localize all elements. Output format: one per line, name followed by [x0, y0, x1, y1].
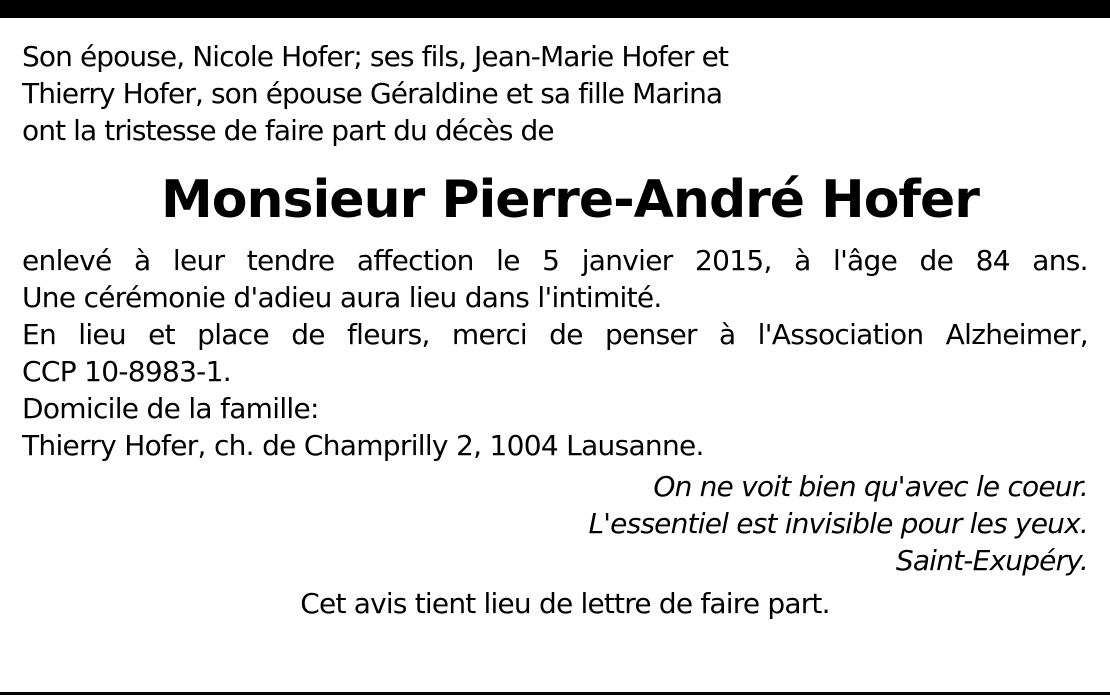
quotation — [22, 468, 1088, 579]
word: ans. — [1032, 244, 1088, 277]
quote-author: Saint-Exupéry. — [895, 544, 1088, 577]
word: à — [719, 318, 736, 351]
word: 84 — [975, 244, 1010, 277]
word: penser — [604, 318, 697, 351]
quote-line-1: On ne voit bien qu'avec le coeur. — [653, 470, 1088, 503]
body-line-6: Thierry Hofer, ch. de Champrilly 2, 1004 Lausanne. — [22, 429, 704, 462]
word: enlevé — [22, 244, 112, 277]
word: leur — [172, 244, 225, 277]
body-line-4: CCP 10-8983-1. — [22, 355, 231, 388]
word: merci — [451, 318, 527, 351]
body-line-5: Domicile de la famille: — [22, 392, 319, 425]
top-border-rule — [0, 0, 1110, 18]
word: En — [22, 318, 57, 351]
intro-line-3: ont la tristesse de faire part du décès de — [22, 114, 554, 147]
death-notice — [22, 38, 1088, 622]
word: de — [549, 318, 583, 351]
intro-line-1: Son épouse, Nicole Hofer; ses fils, Jean-Marie Hofer et — [22, 40, 729, 73]
word: l'âge — [832, 244, 898, 277]
word: place — [197, 318, 269, 351]
closing-note: Cet avis tient lieu de lettre de faire part. — [300, 587, 830, 620]
word: affection — [356, 244, 474, 277]
word: janvier — [581, 244, 673, 277]
word: de — [291, 318, 325, 351]
word: 5 — [542, 244, 560, 277]
word: et — [148, 318, 175, 351]
word: le — [496, 244, 520, 277]
quote-line-2: L'essentiel est invisible pour les yeux. — [588, 507, 1088, 540]
word: à — [134, 244, 151, 277]
word: à — [794, 244, 811, 277]
bottom-border-rule — [0, 692, 1110, 695]
body-paragraph — [22, 242, 1088, 464]
intro-paragraph — [22, 38, 1088, 149]
word: fleurs, — [346, 318, 430, 351]
word: Alzheimer, — [945, 318, 1088, 351]
body-line-1 — [22, 242, 1088, 279]
body-line-2: Une cérémonie d'adieu aura lieu dans l'intimité. — [22, 281, 662, 314]
word: tendre — [246, 244, 335, 277]
intro-line-2: Thierry Hofer, son épouse Géraldine et sa fille Marina — [22, 77, 723, 110]
deceased-name-heading: Monsieur Pierre-André Hofer — [161, 170, 979, 230]
word: de — [919, 244, 954, 277]
word: lieu — [78, 318, 126, 351]
word: 2015, — [695, 244, 772, 277]
word: l'Association — [757, 318, 924, 351]
body-line-3 — [22, 316, 1088, 353]
